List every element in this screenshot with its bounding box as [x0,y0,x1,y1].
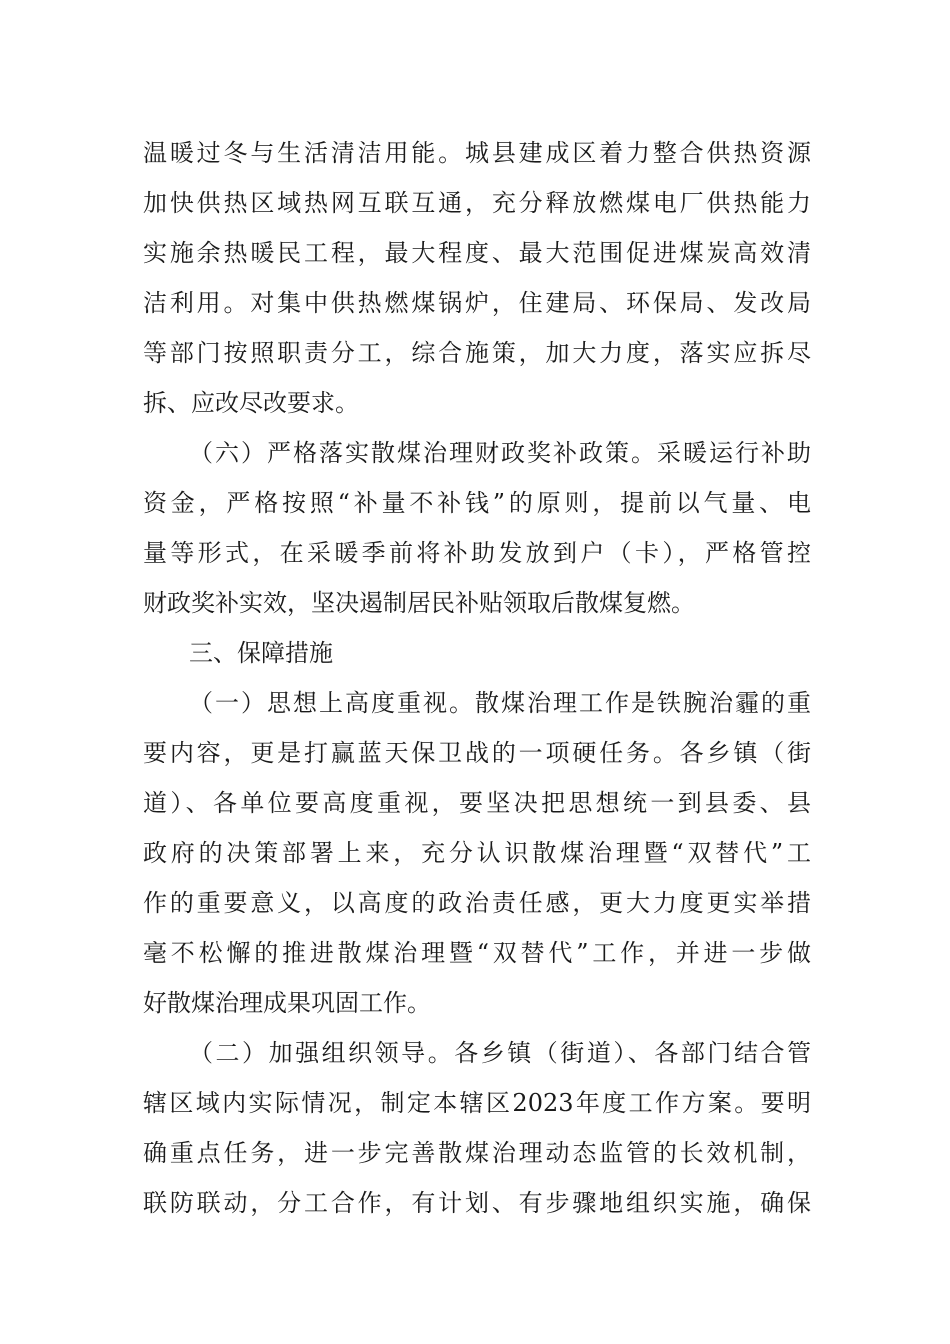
text-line: 加快供热区域热网互联互通，充分释放燃煤电厂供热能力 [143,189,811,217]
document-body [143,128,811,1228]
text-line: 拆、应改尽改要求。 [143,389,359,417]
text-line: 温暖过冬与生活清洁用能。城县建成区着力整合供热资源 [143,139,811,167]
text-line: （二）加强组织领导。各乡镇（街道）、各部门结合管 [189,1039,811,1067]
text-line: 好散煤治理成果巩固工作。 [143,989,431,1017]
text-line: 政府的决策部署上来，充分认识散煤治理暨“双替代”工 [143,839,811,867]
text-line: 道）、各单位要高度重视，要坚决把思想统一到县委、县 [143,789,811,817]
text-line: （一）思想上高度重视。散煤治理工作是铁腕治霾的重 [189,689,811,717]
section-heading: 三、保障措施 [189,639,333,667]
text-line: 联防联动，分工合作，有计划、有步骤地组织实施，确保 [143,1189,811,1217]
text-line: 确重点任务，进一步完善散煤治理动态监管的长效机制， [143,1139,811,1167]
text-line: 实施余热暖民工程，最大程度、最大范围促进煤炭高效清 [143,239,811,267]
text-line: 资金，严格按照“补量不补钱”的原则，提前以气量、电 [143,489,811,517]
text-line: 财政奖补实效，坚决遏制居民补贴领取后散煤复燃。 [143,589,695,617]
text-line: 辖区域内实际情况，制定本辖区2023年度工作方案。要明 [143,1089,811,1117]
text-line: 等部门按照职责分工，综合施策，加大力度，落实应拆尽 [143,339,811,367]
text-line: 洁利用。对集中供热燃煤锅炉，住建局、环保局、发改局 [143,289,811,317]
text-line: 毫不松懈的推进散煤治理暨“双替代”工作，并进一步做 [143,939,811,967]
text-line: （六）严格落实散煤治理财政奖补政策。采暖运行补助 [189,439,811,467]
text-line: 量等形式，在采暖季前将补助发放到户（卡），严格管控 [143,539,811,567]
text-line: 作的重要意义，以高度的政治责任感，更大力度更实举措 [143,889,811,917]
text-line: 要内容，更是打赢蓝天保卫战的一项硬任务。各乡镇（街 [143,739,811,767]
